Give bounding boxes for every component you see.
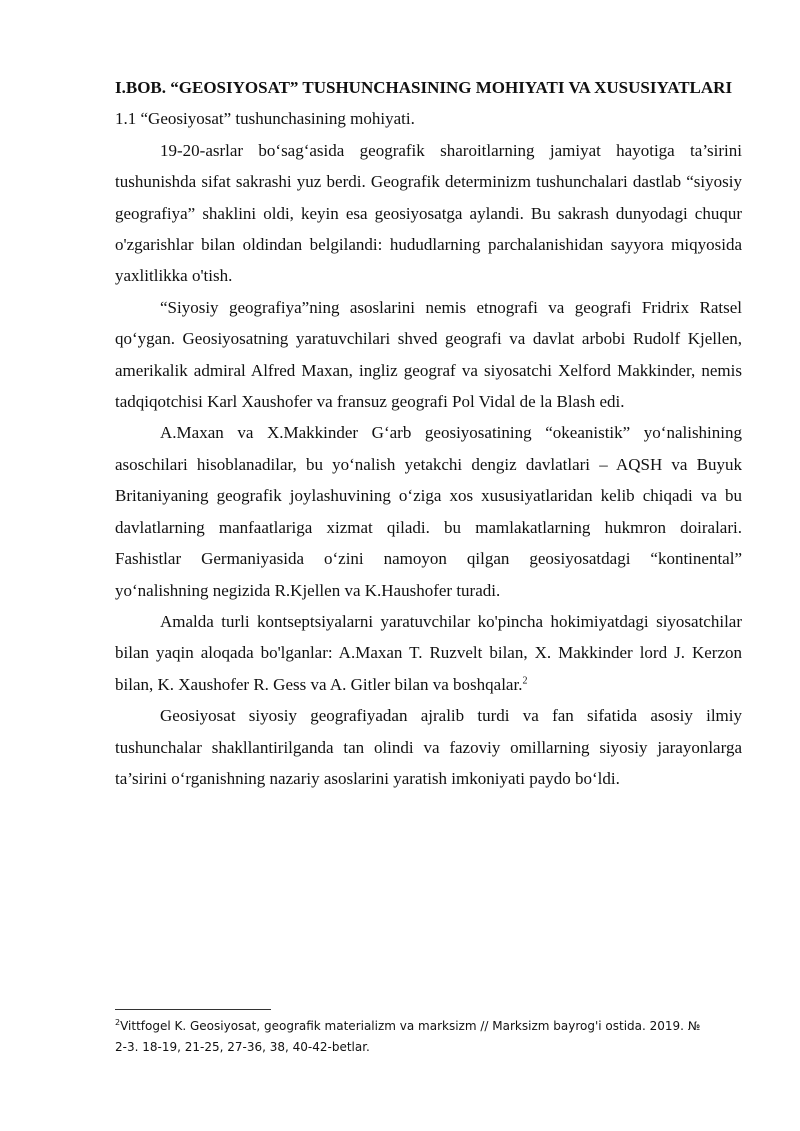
body-text [115,72,742,794]
paragraph-1: 19-20-asrlar bo‘sag‘asida geografik sharoitlarning jamiyat hayotiga ta’sirini tushunishda sifat sakrashi yuz berdi. Geografik determinizm tushunchalari dastlab “siyosiy geografiya” shaklini oldi, keyin esa geosiyosatga aylandi. Bu sakrash dunyodagi chuqur o'zgarishlar bilan oldindan belgilandi: hududlarning parchalanishidan sayyora miqyosida yaxlitlikka o'tish. [115,140,742,286]
paragraph-2: “Siyosiy geografiya”ning asoslarini nemis etnografi va geografi Fridrix Ratsel qo‘ygan. Geosiyosatning yaratuvchilari shved geografi va davlat arbobi Rudolf Kjellen, amerikalik admiral Alfred Maxan, ingliz geograf va siyosatchi Xelford Makkinder, nemis tadqiqotchisi Karl Xaushofer va fransuz geografi Pol Vidal de la Blash edi. [115,297,742,412]
paragraph-4-text: Amalda turli kontseptsiyalarni yaratuvchilar ko'pincha hokimiyatdagi siyosatchilar bilan yaqin aloqada bo'lganlar: A.Maxan T. Ruzvelt bilan, X. Makkinder lord J. Kerzon bilan, K. Xaushofer R. Gess va A. Gitler bilan va boshqalar. [115,611,742,694]
footnote-marker: 2 [115,1018,121,1027]
footnote-text: Vittfogel K. Geosiyosat, geografik materializm va marksizm // Marksizm bayrog'i ostida. 2019. № 2-3. 18-19, 21-25, 27-36, 38, 40-42-betlar. [115,1019,701,1054]
section-title: 1.1 “Geosiyosat” tushunchasining mohiyati. [115,109,415,129]
footnote-reference[interactable]: 2 [522,675,528,687]
footnote [115,1016,715,1058]
paragraph-5: Geosiyosat siyosiy geografiyadan ajralib turdi va fan sifatida asosiy ilmiy tushunchalar shakllantirilganda tan olindi va fazoviy omillarning siyosiy jarayonlarga ta’sirini o‘rganishning nazariy asoslarini yaratish imkoniyati paydo bo‘ldi. [115,706,742,788]
paragraph-4 [115,606,742,700]
footnote-divider [115,1009,271,1010]
paragraph-3: A.Maxan va X.Makkinder G‘arb geosiyosatining “okeanistik” yo‘nalishining asoschilari hisoblanadilar, bu yo‘nalish yetakchi dengiz davlatlari – AQSH va Buyuk Britaniyaning geografik joylashuvining o‘ziga xos xususiyatlaridan kelib chiqadi va bu davlatlarning manfaatlariga xizmat qiladi. bu mamlakatlarning hukmron doiralari. Fashistlar Germaniyasida o‘zini namoyon qilgan geosiyosatdagi “kontinental” yo‘nalishning negizida R.Kjellen va K.Haushofer turadi. [115,423,742,600]
chapter-heading: I.BOB. “GEOSIYOSAT” TUSHUNCHASINING MOHIYATI VA XUSUSIYATLARI [115,78,733,97]
